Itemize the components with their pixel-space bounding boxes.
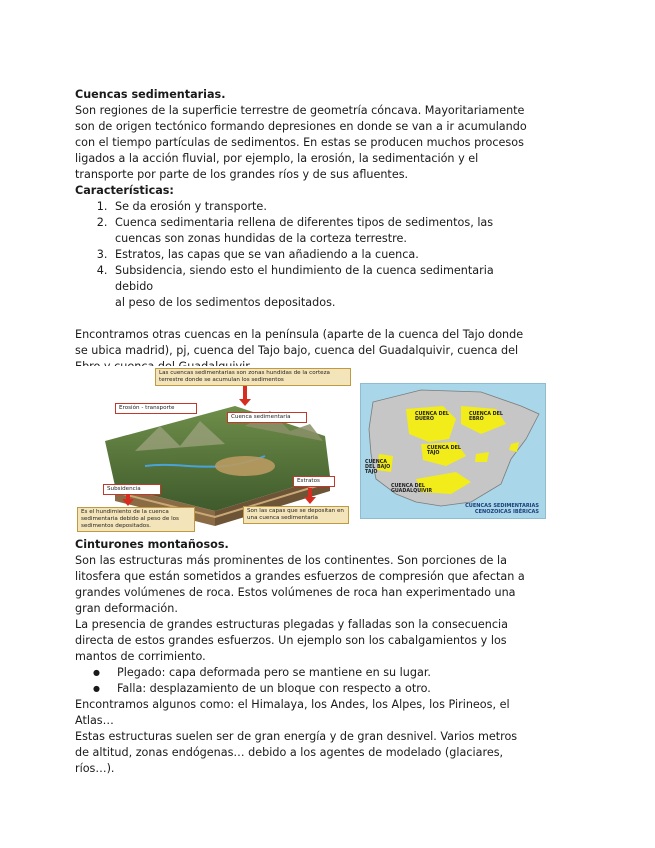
text-line: Son regiones de la superficie terrestre de geometría cóncava. Mayoritariamente bbox=[75, 104, 525, 117]
text-line: de altitud, zonas endógenas… debido a los agentes de modelado (glaciares, bbox=[75, 746, 504, 759]
text-line: ligados a la acción fluvial, por ejemplo, la erosión, la sedimentación y el bbox=[75, 152, 479, 165]
label-ebro: CUENCA DEL EBRO bbox=[469, 412, 503, 422]
erosion-label: Erosión - transporte bbox=[115, 403, 197, 414]
document-page bbox=[75, 87, 535, 375]
cinturones-outro bbox=[75, 697, 535, 777]
characteristics-list bbox=[75, 199, 535, 311]
text-line: son de origen tectónico formando depresiones en donde se van a ir acumulando bbox=[75, 120, 527, 133]
text-line: La presencia de grandes estructuras plegadas y falladas son la consecuencia bbox=[75, 618, 509, 631]
section-title-cuencas: Cuencas sedimentarias. bbox=[75, 88, 226, 101]
document-page-section2 bbox=[75, 537, 535, 777]
subsidence-label: Subsidencia bbox=[103, 484, 161, 495]
text-line: con el tiempo partículas de sedimentos. En estas se producen muchos procesos bbox=[75, 136, 524, 149]
iberian-basins-map bbox=[360, 383, 546, 519]
basin-label: Cuenca sedimentaria bbox=[227, 412, 307, 423]
text-line: se ubica madrid), pj, cuenca del Tajo bajo, cuenca del Guadalquivir, cuenca del bbox=[75, 344, 519, 357]
cuencas-intro bbox=[75, 103, 535, 183]
characteristics-heading: Características: bbox=[75, 184, 174, 197]
basin-definition-note: Las cuencas sedimentarias son zonas hundidas de la corteza terrestre donde se acumulan los sedimentos bbox=[155, 368, 351, 386]
label-bajo-tajo: CUENCA DEL BAJO TAJO bbox=[365, 460, 391, 475]
list-item: 4. Subsidencia, siendo esto el hundimiento de la cuenca sedimentaria debido al peso de los sedimentos depositados. bbox=[111, 263, 535, 311]
text-line: Encontramos algunos como: el Himalaya, los Andes, los Alpes, los Pirineos, el bbox=[75, 698, 510, 711]
text-line: grandes volúmenes de roca. Estos volúmenes de roca han experimentado una bbox=[75, 586, 516, 599]
cinturones-intro bbox=[75, 553, 535, 665]
text-line: Encontramos otras cuencas en la península (aparte de la cuenca del Tajo donde bbox=[75, 328, 524, 341]
list-item: 3. Estratos, las capas que se van añadiendo a la cuenca. bbox=[111, 247, 535, 263]
text-line: gran deformación. bbox=[75, 602, 178, 615]
text-line: directa de estos grandes esfuerzos. Un ejemplo son los cabalgamientos y los bbox=[75, 634, 507, 647]
text-line: ríos…). bbox=[75, 762, 115, 775]
text-line: transporte por parte de los grandes ríos y de sus afluentes. bbox=[75, 168, 409, 181]
strata-note: Son las capas que se depositan en una cuenca sedimentaria bbox=[243, 506, 349, 524]
strata-label: Estratos bbox=[293, 476, 335, 487]
arrow-icon bbox=[308, 488, 312, 498]
label-tajo: CUENCA DEL TAJO bbox=[427, 446, 461, 456]
section-title-cinturones: Cinturones montañosos. bbox=[75, 538, 229, 551]
label-duero: CUENCA DEL DUERO bbox=[415, 412, 449, 422]
fault-fold-list bbox=[75, 665, 535, 697]
text-line: litosfera que están sometidos a grandes esfuerzos de compresión que afectan a bbox=[75, 570, 525, 583]
arrow-icon bbox=[243, 386, 247, 400]
subsidence-note: Es el hundimiento de la cuenca sedimentaria debido al peso de los sedimentos depositados. bbox=[77, 507, 195, 532]
list-item: ● Falla: desplazamiento de un bloque con respecto a otro. bbox=[111, 681, 535, 697]
list-item: ● Plegado: capa deformada pero se mantiene en su lugar. bbox=[111, 665, 535, 681]
arrow-icon bbox=[126, 494, 130, 500]
text-line: mantos de corrimiento. bbox=[75, 650, 206, 663]
list-item: 1. Se da erosión y transporte. bbox=[111, 199, 535, 215]
text-line: Atlas… bbox=[75, 714, 114, 727]
list-item: 2. Cuenca sedimentaria rellena de diferentes tipos de sedimentos, las cuencas son zonas hundidas de la corteza terrestre. bbox=[111, 215, 535, 247]
text-line: Estas estructuras suelen ser de gran energía y de gran desnivel. Varios metros bbox=[75, 730, 518, 743]
text-line: Son las estructuras más prominentes de los continentes. Son porciones de la bbox=[75, 554, 507, 567]
label-guadalquivir: CUENCA DEL GUADALQUIVIR bbox=[391, 484, 433, 494]
map-caption: CUENCAS SEDIMENTARIAS CENOZOICAS IBÉRICAS bbox=[465, 503, 539, 515]
basin-diagram-figure bbox=[75, 366, 345, 534]
